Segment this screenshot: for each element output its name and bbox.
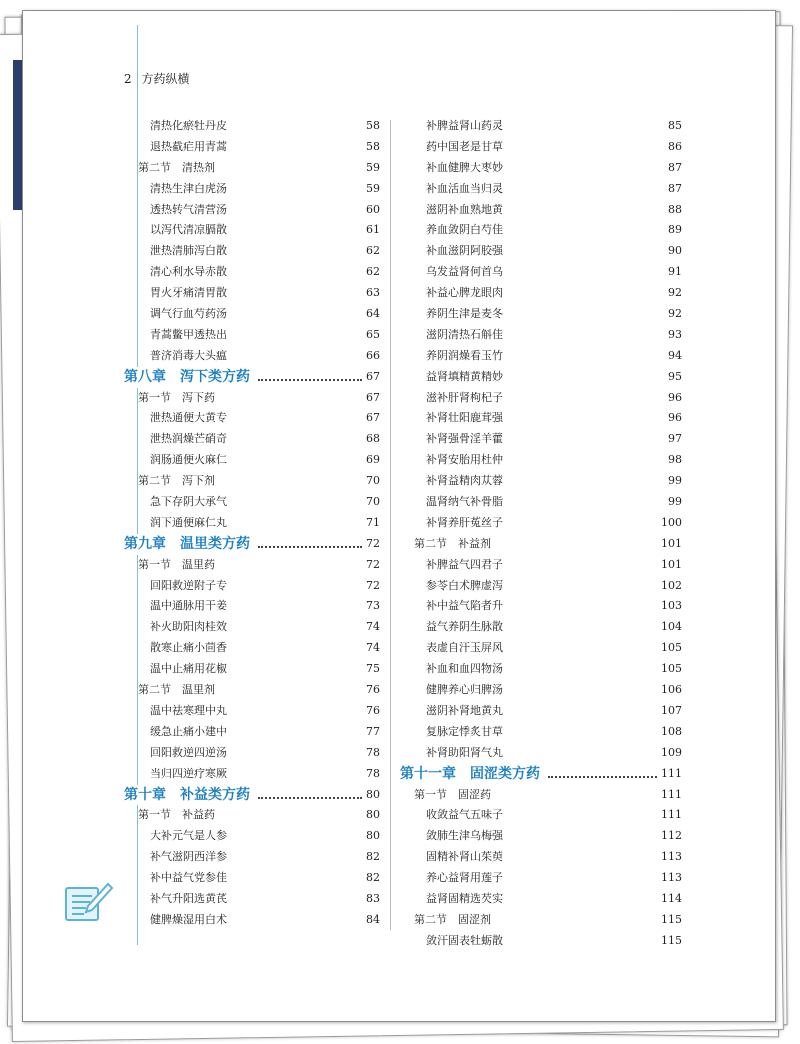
toc-entry <box>124 429 380 450</box>
toc-entry <box>400 555 682 576</box>
toc-page-number: 59 <box>366 160 380 174</box>
dot-leader <box>548 776 664 778</box>
toc-page-number: 75 <box>366 662 380 676</box>
toc-section <box>124 555 380 576</box>
toc-page-number: 105 <box>661 662 682 676</box>
toc-title: 第一节 补益药 <box>138 808 215 822</box>
toc-title: 补益心脾龙眼肉 <box>426 286 503 300</box>
toc-title: 第二节 清热剂 <box>138 160 215 174</box>
toc-title: 滋阴补肾地黄丸 <box>426 703 503 717</box>
toc-page-number: 93 <box>668 327 682 341</box>
toc-page-number: 89 <box>668 223 682 237</box>
toc-page-number: 69 <box>366 453 380 467</box>
toc-title: 第十一章 固涩类方药 <box>400 764 544 785</box>
toc-title: 第九章 温里类方药 <box>124 534 254 555</box>
toc-title: 温中通脉用干姜 <box>150 599 227 613</box>
toc-title: 补肾强骨淫羊藿 <box>426 432 503 446</box>
dot-leader <box>258 379 362 381</box>
toc-entry <box>124 137 380 158</box>
toc-entry <box>400 200 682 221</box>
toc-title: 滋阴补血熟地黄 <box>426 202 503 216</box>
toc-page-number: 76 <box>366 683 380 697</box>
toc-page-number: 80 <box>363 785 380 806</box>
toc-page-number: 113 <box>661 850 682 864</box>
toc-entry <box>400 158 682 179</box>
toc-page-number: 85 <box>668 119 682 132</box>
toc-title: 固精补肾山茱萸 <box>426 850 503 864</box>
toc-title: 滋阴清热石斛佳 <box>426 327 503 341</box>
toc-title: 补肾益精肉苁蓉 <box>426 474 503 488</box>
toc-entry <box>400 931 682 952</box>
toc-page-number: 104 <box>661 620 682 634</box>
toc-entry <box>124 262 380 283</box>
toc-title: 乌发益肾何首乌 <box>426 265 503 279</box>
toc-section <box>124 471 380 492</box>
toc-entry <box>400 847 682 868</box>
toc-page-number: 99 <box>668 474 682 488</box>
toc-page-number: 64 <box>366 307 380 321</box>
toc-page-number: 70 <box>366 474 380 488</box>
toc-entry <box>124 659 380 680</box>
toc-page-number: 114 <box>661 891 682 905</box>
toc-entry <box>124 492 380 513</box>
toc-title: 清心利水导赤散 <box>150 265 227 279</box>
toc-title: 清热化瘀牡丹皮 <box>150 119 227 132</box>
toc-chapter <box>124 367 380 388</box>
toc-title: 养心益肾用莲子 <box>426 871 503 885</box>
toc-title: 回阳救逆四逆汤 <box>150 745 227 759</box>
toc-title: 补中益气陷者升 <box>426 599 503 613</box>
toc-column-left <box>124 116 380 931</box>
toc-entry <box>124 325 380 346</box>
toc-entry <box>124 701 380 722</box>
toc-page-number: 86 <box>668 139 682 153</box>
toc-chapter <box>400 764 682 785</box>
toc-title: 第一节 泻下药 <box>138 390 215 404</box>
toc-title: 回阳救逆附子专 <box>150 578 227 592</box>
toc-entry <box>400 638 682 659</box>
toc-title: 补中益气党参佳 <box>150 871 227 885</box>
toc-page-number: 62 <box>366 244 380 258</box>
dot-leader <box>258 797 362 799</box>
toc-title: 清热生津白虎汤 <box>150 181 227 195</box>
toc-page-number: 111 <box>658 764 682 785</box>
toc-entry <box>400 471 682 492</box>
toc-title: 以泻代清凉膈散 <box>150 223 227 237</box>
toc-title: 养阴润燥看玉竹 <box>426 348 503 362</box>
toc-column-right <box>400 116 682 952</box>
toc-page-number: 80 <box>366 808 380 822</box>
toc-entry <box>400 220 682 241</box>
toc-title: 第二节 补益剂 <box>414 536 491 550</box>
column-divider <box>390 120 391 930</box>
toc-page-number: 106 <box>661 683 682 697</box>
toc-title: 当归四逆疗寒厥 <box>150 766 227 780</box>
toc-entry <box>124 346 380 367</box>
toc-title: 补肾助阳肾气丸 <box>426 745 503 759</box>
toc-title: 敛汗固表牡蛎散 <box>426 933 503 947</box>
toc-page-number: 115 <box>661 912 682 926</box>
toc-entry <box>400 701 682 722</box>
page-number: 2 <box>124 72 132 86</box>
toc-title: 温中止痛用花椒 <box>150 662 227 676</box>
toc-page-number: 96 <box>668 390 682 404</box>
toc-page-number: 78 <box>366 745 380 759</box>
toc-page-number: 77 <box>366 724 380 738</box>
toc-entry <box>400 722 682 743</box>
toc-title: 补气升阳选黄芪 <box>150 891 227 905</box>
toc-entry <box>400 576 682 597</box>
toc-entry <box>400 283 682 304</box>
toc-title: 补肾养肝菟丝子 <box>426 515 503 529</box>
toc-page-number: 67 <box>363 367 380 388</box>
toc-title: 退热截疟用青蒿 <box>150 139 227 153</box>
toc-title: 调气行血芍药汤 <box>150 307 227 321</box>
toc-page-number: 62 <box>366 265 380 279</box>
toc-page-number: 58 <box>366 119 380 132</box>
toc-entry <box>124 889 380 910</box>
toc-entry <box>400 388 682 409</box>
toc-title: 大补元气是人参 <box>150 829 227 843</box>
toc-page-number: 103 <box>661 599 682 613</box>
toc-entry <box>400 346 682 367</box>
toc-title: 泄热润燥芒硝奇 <box>150 432 227 446</box>
toc-page-number: 95 <box>668 369 682 383</box>
toc-entry <box>400 450 682 471</box>
toc-section <box>124 680 380 701</box>
toc-entry <box>124 200 380 221</box>
toc-section <box>124 805 380 826</box>
toc-title: 散寒止痛小茴香 <box>150 641 227 655</box>
toc-title: 补血和血四物汤 <box>426 662 503 676</box>
toc-section <box>400 910 682 931</box>
toc-page-number: 99 <box>668 495 682 509</box>
toc-entry <box>124 408 380 429</box>
toc-title: 青蒿鳖甲透热出 <box>150 327 227 341</box>
toc-title: 收敛益气五味子 <box>426 808 503 822</box>
toc-entry <box>124 450 380 471</box>
toc-chapter <box>124 534 380 555</box>
toc-title: 健脾养心归脾汤 <box>426 683 503 697</box>
toc-title: 益气养阴生脉散 <box>426 620 503 634</box>
toc-entry <box>400 868 682 889</box>
toc-page-number: 74 <box>366 620 380 634</box>
toc-entry <box>124 304 380 325</box>
toc-entry <box>124 910 380 931</box>
toc-page-number: 101 <box>661 557 682 571</box>
toc-page-number: 78 <box>366 766 380 780</box>
toc-section <box>124 158 380 179</box>
toc-title: 补脾益气四君子 <box>426 557 503 571</box>
toc-title: 补火助阳肉桂效 <box>150 620 227 634</box>
toc-page-number: 66 <box>366 348 380 362</box>
toc-title: 补脾益肾山药灵 <box>426 119 503 132</box>
toc-entry <box>124 764 380 785</box>
toc-entry <box>124 596 380 617</box>
toc-title: 普济消毒大头瘟 <box>150 348 227 362</box>
toc-entry <box>400 513 682 534</box>
toc-page-number: 90 <box>668 244 682 258</box>
toc-title: 参苓白术脾虚泻 <box>426 578 503 592</box>
toc-page-number: 72 <box>363 534 380 555</box>
toc-title: 补血活血当归灵 <box>426 181 503 195</box>
toc-page-number: 68 <box>366 432 380 446</box>
toc-section <box>400 534 682 555</box>
toc-page-number: 96 <box>668 411 682 425</box>
toc-title: 第二节 固涩剂 <box>414 912 491 926</box>
toc-title: 益肾填精黄精妙 <box>426 369 503 383</box>
toc-title: 补肾壮阳鹿茸强 <box>426 411 503 425</box>
toc-title: 益肾固精选芡实 <box>426 891 503 905</box>
toc-entry <box>400 241 682 262</box>
toc-title: 复脉定悸炙甘草 <box>426 724 503 738</box>
toc-page-number: 101 <box>661 536 682 550</box>
toc-page-number: 109 <box>661 745 682 759</box>
toc-title: 补血健脾大枣妙 <box>426 160 503 174</box>
toc-entry <box>400 429 682 450</box>
toc-title: 透热转气清营汤 <box>150 202 227 216</box>
toc-entry <box>400 262 682 283</box>
toc-page-number: 82 <box>366 850 380 864</box>
toc-entry <box>124 847 380 868</box>
toc-page-number: 65 <box>366 327 380 341</box>
toc-page-number: 113 <box>661 871 682 885</box>
toc-page-number: 67 <box>366 390 380 404</box>
running-header <box>124 70 195 87</box>
toc-entry <box>124 116 380 137</box>
toc-title: 第一节 固涩药 <box>414 787 491 801</box>
toc-entry <box>124 826 380 847</box>
toc-entry <box>400 805 682 826</box>
toc-entry <box>124 513 380 534</box>
toc-entry <box>400 325 682 346</box>
toc-title: 第二节 温里剂 <box>138 683 215 697</box>
toc-entry <box>400 492 682 513</box>
toc-page-number: 111 <box>661 808 682 822</box>
toc-entry <box>400 826 682 847</box>
toc-title: 泄热通便大黄专 <box>150 411 227 425</box>
toc-page-number: 105 <box>661 641 682 655</box>
toc-page-number: 112 <box>661 829 682 843</box>
toc-title: 养血敛阴白芍佳 <box>426 223 503 237</box>
toc-title: 胃火牙痛清胃散 <box>150 286 227 300</box>
toc-title: 润下通便麻仁丸 <box>150 515 227 529</box>
toc-page-number: 58 <box>366 139 380 153</box>
toc-entry <box>124 220 380 241</box>
toc-page-number: 111 <box>661 787 682 801</box>
toc-page-number: 84 <box>366 912 380 926</box>
toc-page-number: 72 <box>366 578 380 592</box>
toc-page-number: 100 <box>661 515 682 529</box>
toc-page-number: 76 <box>366 703 380 717</box>
toc-page-number: 94 <box>668 348 682 362</box>
toc-page-number: 72 <box>366 557 380 571</box>
toc-title: 表虚自汗玉屏风 <box>426 641 503 655</box>
toc-entry <box>124 722 380 743</box>
toc-page-number: 74 <box>366 641 380 655</box>
notebook-pencil-icon <box>64 880 114 928</box>
toc-page-number: 98 <box>668 453 682 467</box>
toc-title: 泄热清肺泻白散 <box>150 244 227 258</box>
toc-page-number: 102 <box>661 578 682 592</box>
toc-page-number: 92 <box>668 286 682 300</box>
toc-page-number: 70 <box>366 495 380 509</box>
toc-entry <box>400 408 682 429</box>
toc-title: 药中国老是甘草 <box>426 139 503 153</box>
toc-page-number: 71 <box>366 515 380 529</box>
toc-chapter <box>124 785 380 806</box>
toc-page-number: 92 <box>668 307 682 321</box>
toc-page-number: 115 <box>661 933 682 947</box>
toc-page-number: 107 <box>661 703 682 717</box>
toc-page-number: 97 <box>668 432 682 446</box>
toc-page-number: 83 <box>366 891 380 905</box>
toc-section <box>400 785 682 806</box>
toc-title: 第二节 泻下剂 <box>138 474 215 488</box>
toc-page-number: 59 <box>366 181 380 195</box>
toc-page-number: 91 <box>668 265 682 279</box>
toc-title: 补肾安胎用杜仲 <box>426 453 503 467</box>
toc-section <box>124 388 380 409</box>
toc-entry <box>124 283 380 304</box>
toc-title: 敛肺生津乌梅强 <box>426 829 503 843</box>
toc-page-number: 63 <box>366 286 380 300</box>
toc-entry <box>400 617 682 638</box>
toc-entry <box>124 576 380 597</box>
toc-entry <box>400 596 682 617</box>
toc-entry <box>400 659 682 680</box>
toc-title: 缓急止痛小建中 <box>150 724 227 738</box>
toc-page-number: 67 <box>366 411 380 425</box>
toc-title: 养阴生津是麦冬 <box>426 307 503 321</box>
toc-entry <box>124 743 380 764</box>
toc-title: 滋补肝肾枸杞子 <box>426 390 503 404</box>
toc-title: 温中祛寒理中丸 <box>150 703 227 717</box>
toc-page-number: 82 <box>366 871 380 885</box>
toc-title: 补血滋阴阿胶强 <box>426 244 503 258</box>
toc-page-number: 80 <box>366 829 380 843</box>
toc-title: 急下存阴大承气 <box>150 495 227 509</box>
toc-entry <box>124 868 380 889</box>
toc-title: 第十章 补益类方药 <box>124 785 254 806</box>
toc-entry <box>400 116 682 137</box>
toc-entry <box>400 889 682 910</box>
toc-title: 补气滋阴西洋参 <box>150 850 227 864</box>
dot-leader <box>258 546 362 548</box>
toc-entry <box>124 617 380 638</box>
toc-entry <box>124 179 380 200</box>
toc-title: 第八章 泻下类方药 <box>124 367 254 388</box>
toc-page-number: 87 <box>668 181 682 195</box>
toc-page-number: 108 <box>661 724 682 738</box>
book-title: 方药纵横 <box>141 72 190 86</box>
toc-page-number: 60 <box>366 202 380 216</box>
toc-title: 健脾燥湿用白术 <box>150 912 227 926</box>
toc-page-number: 87 <box>668 160 682 174</box>
toc-page-number: 73 <box>366 599 380 613</box>
toc-entry <box>400 743 682 764</box>
toc-entry <box>124 241 380 262</box>
toc-page-number: 61 <box>366 223 380 237</box>
toc-entry <box>124 638 380 659</box>
toc-title: 润肠通便火麻仁 <box>150 453 227 467</box>
toc-entry <box>400 367 682 388</box>
toc-entry <box>400 680 682 701</box>
toc-title: 第一节 温里药 <box>138 557 215 571</box>
toc-title: 温肾纳气补骨脂 <box>426 495 503 509</box>
toc-entry <box>400 137 682 158</box>
toc-page-number: 88 <box>668 202 682 216</box>
toc-entry <box>400 304 682 325</box>
toc-entry <box>400 179 682 200</box>
